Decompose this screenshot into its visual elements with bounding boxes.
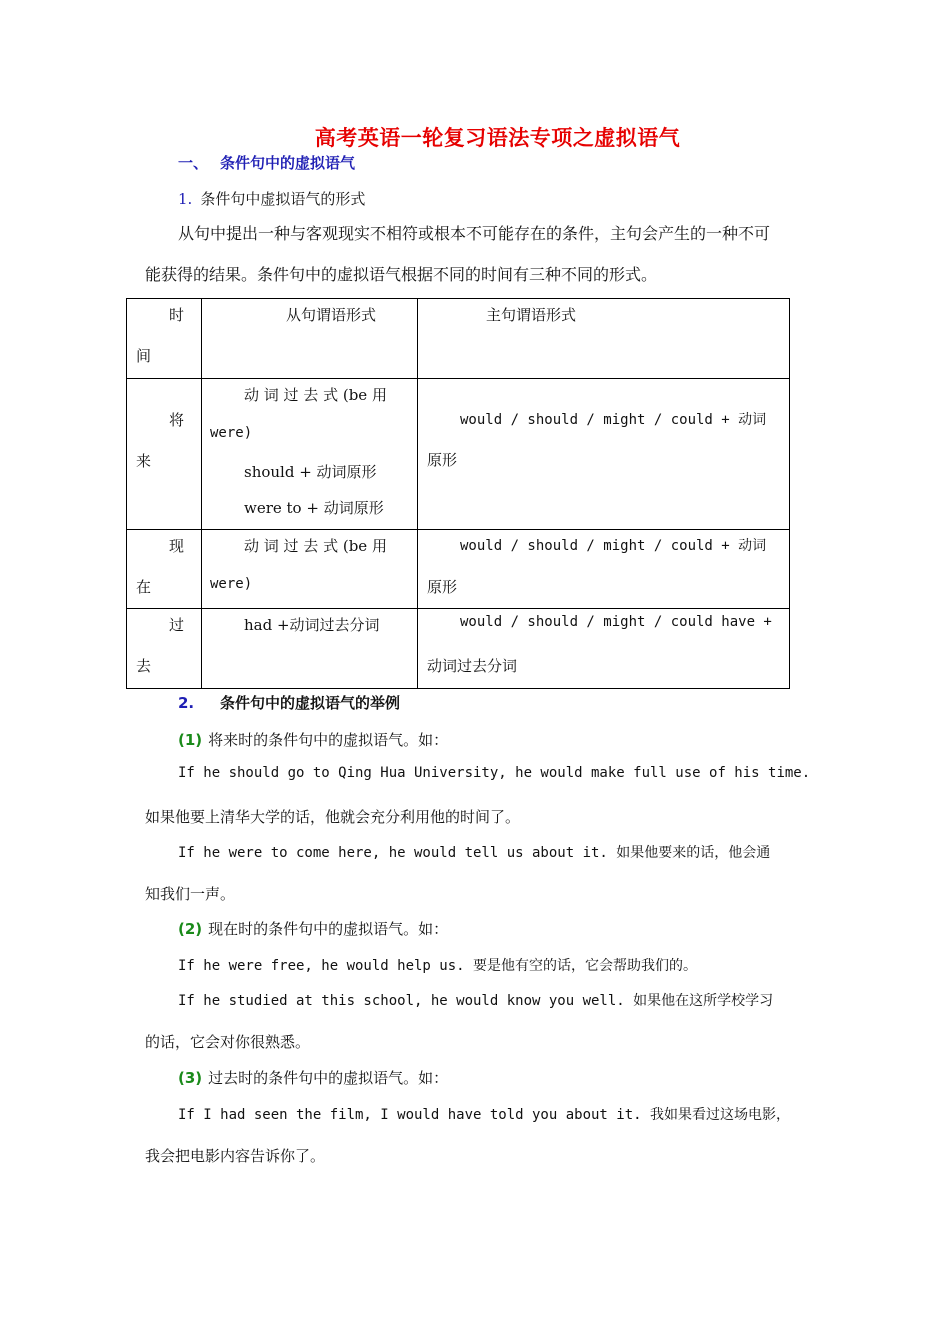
present-main-line-2: 原形 <box>427 578 458 596</box>
subsection-2-heading-text: 条件句中的虚拟语气的举例 <box>220 694 401 712</box>
example-3-number: (3) <box>178 1069 203 1087</box>
past-main-line-1: would / should / might / could have + <box>460 614 772 630</box>
past-main-cell <box>418 609 790 689</box>
example-3-label: 过去时的条件句中的虚拟语气。如： <box>208 1069 449 1087</box>
past-main-line-2: 动词过去分词 <box>427 657 518 675</box>
past-time-char-2: 去 <box>136 657 152 675</box>
future-main-line-2: 原形 <box>427 451 458 469</box>
future-main-cell <box>418 379 790 530</box>
present-clause-cell <box>202 530 418 609</box>
subsection-1-heading-text: 条件句中虚拟语气的形式 <box>200 190 366 208</box>
example-1-line-2: 如果他要上清华大学的话，他就会充分利用他的时间了。 <box>145 808 521 826</box>
header-time-cell <box>127 299 202 379</box>
future-time-char-2: 来 <box>136 452 152 470</box>
future-clause-line-2: were) <box>210 425 253 441</box>
example-3-line-1 <box>178 1104 790 1124</box>
section-heading <box>178 152 355 173</box>
example-1-line-3 <box>178 842 770 862</box>
subsection-1-heading <box>178 188 365 209</box>
example-2-line-2 <box>178 990 773 1010</box>
future-clause-line-4: were to + 动词原形 <box>244 499 384 517</box>
future-clause-cell <box>202 379 418 530</box>
future-main-line-1: would / should / might / could + 动词 <box>460 412 767 428</box>
present-main-line-1: would / should / might / could + 动词 <box>460 538 767 554</box>
example-1-line-3-text: If he were to come here, he would tell us about it. 如果他要来的话，他会通 <box>178 845 771 861</box>
future-time-cell <box>127 379 202 530</box>
subjunctive-forms-table <box>126 298 790 689</box>
section-heading-text: 条件句中的虚拟语气 <box>220 154 356 172</box>
header-clause-cell <box>202 299 418 379</box>
header-main-text: 主句谓语形式 <box>486 306 577 324</box>
example-2-number: (2) <box>178 920 203 938</box>
present-time-cell <box>127 530 202 609</box>
example-3-line-1-text: If I had seen the film, I would have told you about it. 我如果看过这场电影， <box>178 1107 791 1123</box>
present-time-char-2: 在 <box>136 578 152 596</box>
past-clause-line-1: had +动词过去分词 <box>244 616 380 634</box>
example-2-line-3: 的话，它会对你很熟悉。 <box>145 1033 311 1051</box>
example-2-heading <box>178 918 448 939</box>
example-2-line-1-text: If he were free, he would help us. 要是他有空的话，它会帮助我们的。 <box>178 958 698 974</box>
table-row-future <box>127 379 790 530</box>
example-3-line-2: 我会把电影内容告诉你了。 <box>145 1147 326 1165</box>
table-row-present <box>127 530 790 609</box>
example-2-label: 现在时的条件句中的虚拟语气。如： <box>208 920 449 938</box>
present-time-char-1: 现 <box>169 537 185 555</box>
example-1-label: 将来时的条件句中的虚拟语气。如： <box>208 731 449 749</box>
past-time-char-1: 过 <box>169 616 185 634</box>
past-time-cell <box>127 609 202 689</box>
present-clause-line-2: were) <box>210 576 253 592</box>
section-number: 一、 <box>178 154 209 172</box>
header-main-cell <box>418 299 790 379</box>
header-time-char-1: 时 <box>169 306 185 324</box>
intro-paragraph-line-2: 能获得的结果。条件句中的虚拟语气根据不同的时间有三种不同的形式。 <box>145 265 658 284</box>
subsection-1-number: 1. <box>178 190 193 208</box>
example-1-line-4: 知我们一声。 <box>145 885 236 903</box>
example-2-line-1 <box>178 955 697 975</box>
table-row-past <box>127 609 790 689</box>
example-1-number: (1) <box>178 731 203 749</box>
intro-paragraph-line-1: 从句中提出一种与客观现实不相符或根本不可能存在的条件，主句会产生的一种不可 <box>178 224 771 243</box>
future-clause-line-3: should + 动词原形 <box>244 463 377 481</box>
example-1-line-1: If he should go to Qing Hua University, he would make full use of his time. <box>178 765 811 781</box>
document-title: 高考英语一轮复习语法专项之虚拟语气 <box>314 126 681 150</box>
header-clause-text: 从句谓语形式 <box>286 306 377 324</box>
present-clause-line-1: 动 词 过 去 式 (be 用 <box>244 537 387 555</box>
past-clause-cell <box>202 609 418 689</box>
subsection-2-heading <box>178 692 400 713</box>
example-2-line-2-text: If he studied at this school, he would know you well. 如果他在这所学校学习 <box>178 993 774 1009</box>
subsection-2-number: 2. <box>178 694 195 712</box>
future-clause-line-1: 动 词 过 去 式 (be 用 <box>244 386 387 404</box>
example-3-heading <box>178 1067 448 1088</box>
example-1-heading <box>178 729 448 750</box>
header-time-char-2: 间 <box>136 347 152 365</box>
table-header-row <box>127 299 790 379</box>
present-main-cell <box>418 530 790 609</box>
future-time-char-1: 将 <box>169 411 185 429</box>
